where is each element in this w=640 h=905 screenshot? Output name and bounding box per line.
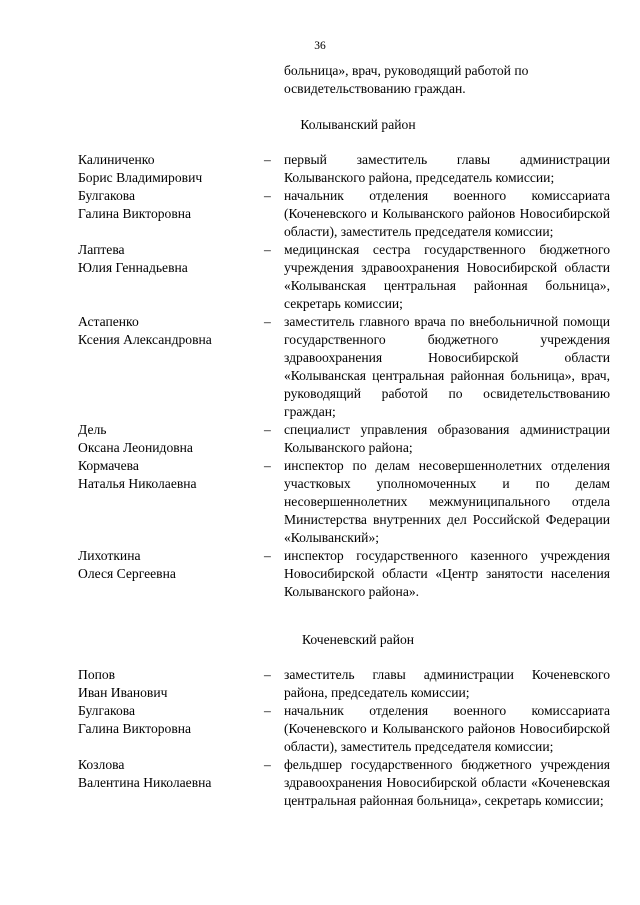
member-row	[0, 457, 640, 547]
member-surname: Лаптева	[78, 242, 125, 257]
member-row	[0, 187, 640, 241]
member-name	[78, 151, 264, 187]
member-role: начальник отделения военного комиссариата (Коченевского и Колыванского районов Новосибирской области), заместитель председателя комиссии;	[284, 703, 610, 754]
page-number: 36	[314, 40, 326, 52]
member-row	[0, 421, 640, 457]
member-surname: Попов	[78, 667, 116, 682]
member-row	[0, 547, 640, 601]
member-row	[0, 666, 640, 702]
member-given-names: Ксения Александровна	[78, 332, 212, 347]
member-role: инспектор государственного казенного учреждения Новосибирской области «Центр занятости населения Колыванского района».	[284, 548, 610, 599]
dash-separator: –	[264, 703, 271, 718]
member-surname: Астапенко	[78, 314, 139, 329]
member-given-names: Юлия Геннадьевна	[78, 260, 188, 275]
member-row	[0, 313, 640, 421]
member-role: начальник отделения военного комиссариата (Коченевского и Колыванского районов Новосибирской области), заместитель председателя комиссии;	[284, 188, 610, 239]
member-given-names: Галина Викторовна	[78, 206, 192, 221]
dash-separator: –	[264, 314, 271, 329]
dash-separator: –	[264, 458, 271, 473]
member-name	[78, 547, 264, 601]
continuation-text: больница», врач, руководящий работой по освидетельствованию граждан.	[284, 63, 529, 96]
member-surname: Козлова	[78, 757, 125, 772]
member-role: фельдшер государственного бюджетного учреждения здравоохранения Новосибирской области «Коченевская центральная районная больница», секретарь комиссии;	[284, 757, 610, 808]
member-given-names: Олеся Сергеевна	[78, 566, 176, 581]
member-given-names: Галина Викторовна	[78, 721, 192, 736]
member-given-names: Борис Владимирович	[78, 170, 203, 185]
dash-separator: –	[264, 242, 271, 257]
member-name	[78, 313, 264, 421]
member-name	[78, 241, 264, 313]
member-name	[78, 666, 264, 702]
section-kolyvan-members	[0, 151, 640, 601]
dash-separator: –	[264, 548, 271, 563]
member-name	[78, 702, 264, 756]
member-surname: Дель	[78, 422, 107, 437]
dash-separator: –	[264, 188, 271, 203]
section-kochenev-members	[0, 666, 640, 810]
member-name	[78, 187, 264, 241]
member-surname: Калиниченко	[78, 152, 155, 167]
member-given-names: Валентина Николаевна	[78, 775, 212, 790]
section-heading-kochenev: Коченевский район	[301, 632, 415, 647]
member-surname: Булгакова	[78, 188, 136, 203]
member-row	[0, 702, 640, 756]
member-role: инспектор по делам несовершеннолетних отделения участковых уполномоченных и по делам несовершеннолетних межмуниципального отдела Министерства внутренних дел Российской Федерации «Колыванский»;	[284, 458, 610, 545]
member-given-names: Иван Иванович	[78, 685, 168, 700]
member-name	[78, 421, 264, 457]
dash-separator: –	[264, 422, 271, 437]
member-surname: Булгакова	[78, 703, 136, 718]
member-surname: Кормачева	[78, 458, 139, 473]
member-role: специалист управления образования администрации Колыванского района;	[284, 422, 610, 455]
member-name	[78, 457, 264, 547]
member-row	[0, 151, 640, 187]
dash-separator: –	[264, 667, 271, 682]
member-row	[0, 756, 640, 810]
member-row	[0, 241, 640, 313]
member-surname: Лихоткина	[78, 548, 141, 563]
member-given-names: Наталья Николаевна	[78, 476, 197, 491]
member-role: медицинская сестра государственного бюджетного учреждения здравоохранения Новосибирской области «Колыванская центральная районная больница», секретарь комиссии;	[284, 242, 610, 311]
member-role: заместитель главного врача по внебольничной помощи государственного бюджетного учреждения здравоохранения Новосибирской области «Колыванская центральная районная больница», врач, руководящий работой по освидетельствованию граждан;	[284, 314, 610, 419]
member-given-names: Оксана Леонидовна	[78, 440, 193, 455]
dash-separator: –	[264, 152, 271, 167]
member-role: заместитель главы администрации Коченевского района, председатель комиссии;	[284, 667, 610, 700]
member-name	[78, 756, 264, 810]
section-heading-kolyvan: Колыванский район	[300, 117, 416, 132]
dash-separator: –	[264, 757, 271, 772]
member-role: первый заместитель главы администрации Колыванского района, председатель комиссии;	[284, 152, 610, 185]
